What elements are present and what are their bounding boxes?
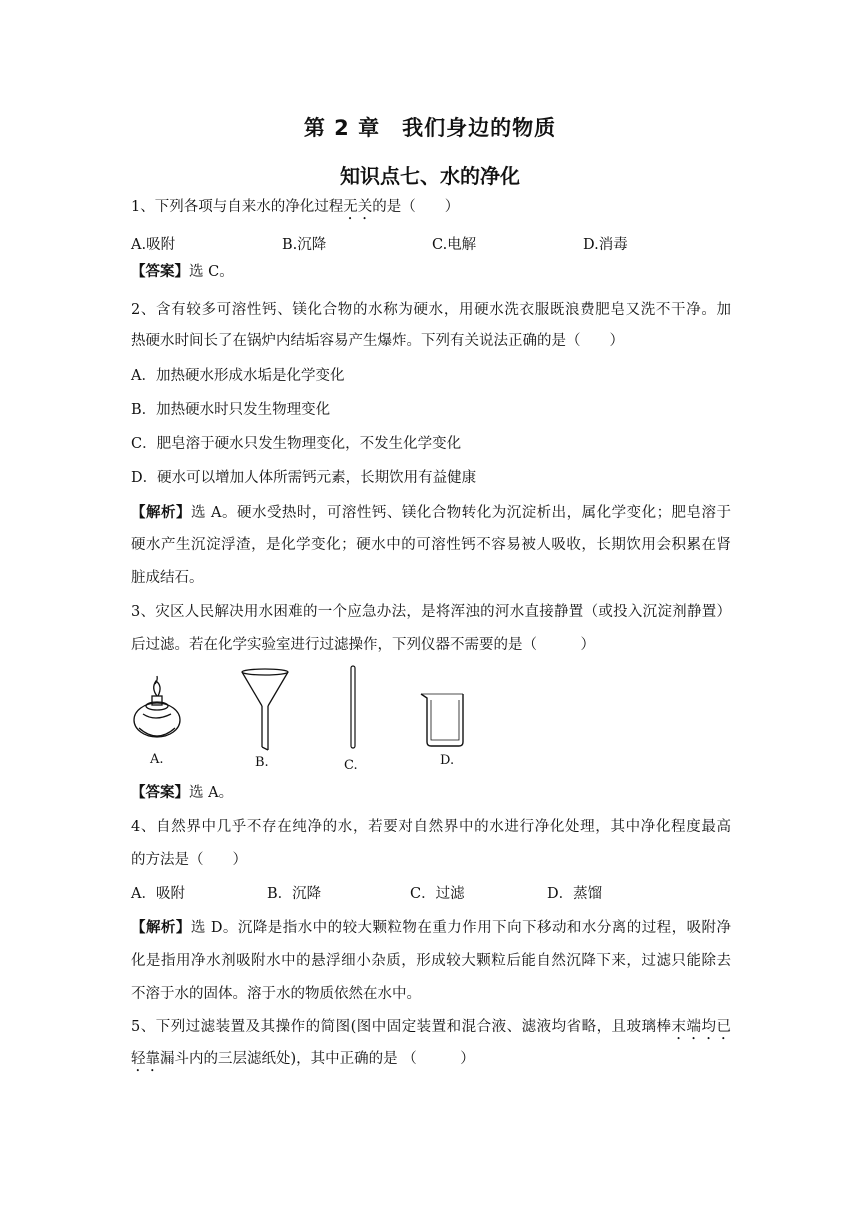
q2-stem-line-1: 2、含有较多可溶性钙、镁化合物的水称为硬水，用硬水洗衣服既浪费肥皂又洗不干净。加 [131,302,731,318]
q1-answer [131,262,234,282]
q3-label-c: C. [344,758,358,773]
chapter-title: 第 2 章 我们身边的物质 [303,116,557,140]
section-title: 知识点七、水的净化 [340,164,520,188]
q2-option-b: B．加热硬水时只发生物理变化 [131,402,331,418]
q3-answer-label: 【答案】 [131,785,189,801]
q4-analysis-line-2: 化是指用净水剂吸附水中的悬浮细小杂质，形成较大颗粒后能自然沉降下来，过滤只能除去 [131,953,731,969]
q1-option-d: D.消毒 [583,237,628,253]
q5-stem-line-1-emphasis: 末端均已 [671,1019,732,1035]
q3-label-a: A. [150,752,164,767]
alcohol-lamp-icon [134,676,180,737]
q5-stem-line-1-text: 5、下列过滤装置及其操作的简图(图中固定装置和混合液、滤液均省略，且玻璃棒 [131,1019,672,1035]
q1-stem-post: 的是（ ） [372,199,460,215]
q3-label-b: B. [255,755,269,770]
q1-stem [131,197,731,223]
q2-analysis-text-1: 选 A。硬水受热时，可溶性钙、镁化合物转化为沉淀析出，属化学变化；肥皂溶于 [190,505,732,521]
q5-stem-line-2 [131,1049,731,1075]
q5-stem-line-2-text: 漏斗内的三层滤纸处)，其中正确的是 （ ） [160,1051,475,1067]
q4-stem-line-2: 的方法是（ ） [131,852,247,868]
glass-rod-icon [351,666,355,748]
q5-stem-line-2-emphasis: 轻靠 [131,1051,160,1067]
q2-stem-line-2: 热硬水时间长了在锅炉内结垢容易产生爆炸。下列有关说法正确的是（ ） [131,333,624,349]
q4-analysis-text-1: 选 D。沉降是指水中的较大颗粒物在重力作用下向下移动和水分离的过程，吸附净 [190,920,731,936]
q4-stem-line-1: 4、自然界中几乎不存在纯净的水，若要对自然界中的水进行净化处理，其中净化程度最高 [131,819,731,835]
q4-analysis-line-1 [131,918,731,938]
q3-apparatus-figure [125,662,485,780]
q4-option-a: A．吸附 [131,886,185,902]
q2-option-d: D．硬水可以增加人体所需钙元素，长期饮用有益健康 [131,470,477,486]
q3-stem-line-1: 3、灾区人民解决用水困难的一个应急办法，是将浑浊的河水直接静置（或投入沉淀剂静置） [131,604,731,620]
q4-option-c: C．过滤 [410,886,465,902]
q1-option-b: B.沉降 [282,237,327,253]
q3-answer-text: 选 A。 [189,785,234,801]
q1-stem-emphasis: 无关 [343,199,373,215]
beaker-icon [421,694,463,746]
q3-label-d: D. [440,753,455,768]
q4-analysis-line-3: 不溶于水的固体。溶于水的物质依然在水中。 [131,986,421,1002]
q1-option-a: A.吸附 [131,237,176,253]
q4-option-d: D．蒸馏 [547,886,603,902]
q3-stem-line-2: 后过滤。若在化学实验室进行过滤操作，下列仪器不需要的是（ ） [131,637,595,653]
q2-analysis-line-3: 脏成结石。 [131,570,204,586]
q3-answer [131,783,233,803]
q1-stem-pre: 1、下列各项与自来水的净化过程 [131,199,344,215]
funnel-icon [242,669,288,750]
q2-option-a: A．加热硬水形成水垢是化学变化 [131,368,345,384]
q2-option-c: C．肥皂溶于硬水只发生物理变化，不发生化学变化 [131,436,462,452]
q2-analysis-label: 【解析】 [131,505,191,521]
q1-option-c: C.电解 [432,237,477,253]
q5-stem-line-1 [131,1017,731,1043]
q2-analysis-line-1 [131,503,731,523]
q4-analysis-label: 【解析】 [131,920,191,936]
q1-answer-text: 选 C。 [189,264,234,280]
q1-answer-label: 【答案】 [131,264,189,280]
q4-option-b: B．沉降 [267,886,322,902]
q2-analysis-line-2: 硬水产生沉淀浮渣，是化学变化；硬水中的可溶性钙不容易被人吸收，长期饮用会积累在肾 [131,537,731,553]
